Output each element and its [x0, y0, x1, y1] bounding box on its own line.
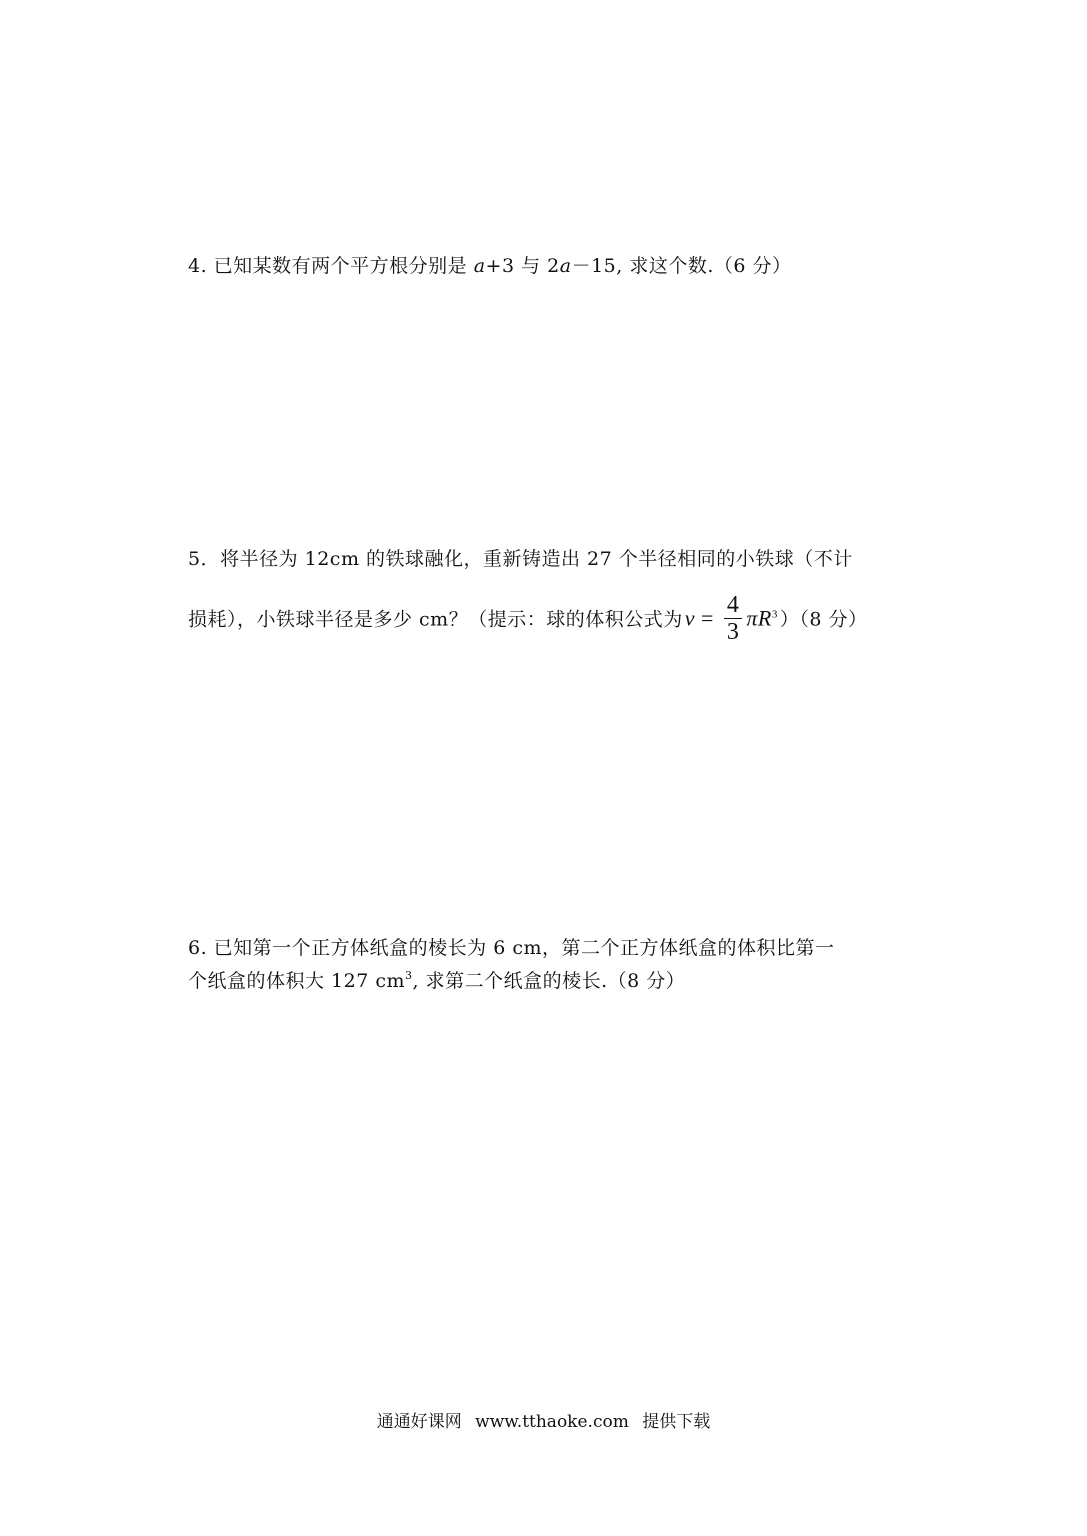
q5-line2-tail: ）（8 分） — [779, 608, 868, 631]
fraction-numerator: 4 — [726, 592, 740, 618]
formula-pi: π — [746, 605, 758, 631]
question-6-line-2 — [188, 967, 685, 995]
q4-variable-a2: a — [559, 255, 572, 277]
question-6-line-1: 6. 已知第一个正方体纸盒的棱长为 6 cm，第二个正方体纸盒的体积比第一 — [188, 937, 835, 959]
formula-volume-v: v — [684, 605, 695, 631]
formula-equals: = — [694, 605, 720, 631]
fraction-denominator: 3 — [726, 619, 740, 645]
q4-text-part3: －15, 求这个数.（6 分） — [571, 255, 792, 277]
footer-url: www.tthaoke.com — [475, 1412, 629, 1432]
q4-text-part2: +3 与 2 — [485, 255, 560, 277]
formula-exponent: 3 — [771, 608, 778, 621]
q5-line2-text: 损耗），小铁球半径是多少 cm？（提示：球的体积公式为 — [188, 608, 683, 631]
q6-line2-tail: , 求第二个纸盒的棱长.（8 分） — [412, 970, 686, 992]
question-5-line-1: 5．将半径为 12cm 的铁球融化，重新铸造出 27 个半径相同的小铁球（不计 — [188, 548, 853, 570]
page-footer — [0, 1410, 1087, 1434]
q6-line2-text: 个纸盒的体积大 127 cm — [188, 970, 406, 992]
formula-fraction — [724, 592, 743, 645]
question-5-line-2 — [188, 594, 868, 647]
q4-variable-a1: a — [473, 255, 486, 277]
footer-site-name: 通通好课网 — [376, 1412, 462, 1432]
footer-suffix: 提供下载 — [642, 1412, 711, 1432]
q6-cubic-exponent: 3 — [405, 969, 413, 982]
q4-text-part1: 4. 已知某数有两个平方根分别是 — [188, 255, 474, 277]
sphere-volume-formula — [685, 594, 778, 647]
question-4 — [188, 252, 792, 280]
formula-radius-R: R — [757, 605, 772, 631]
